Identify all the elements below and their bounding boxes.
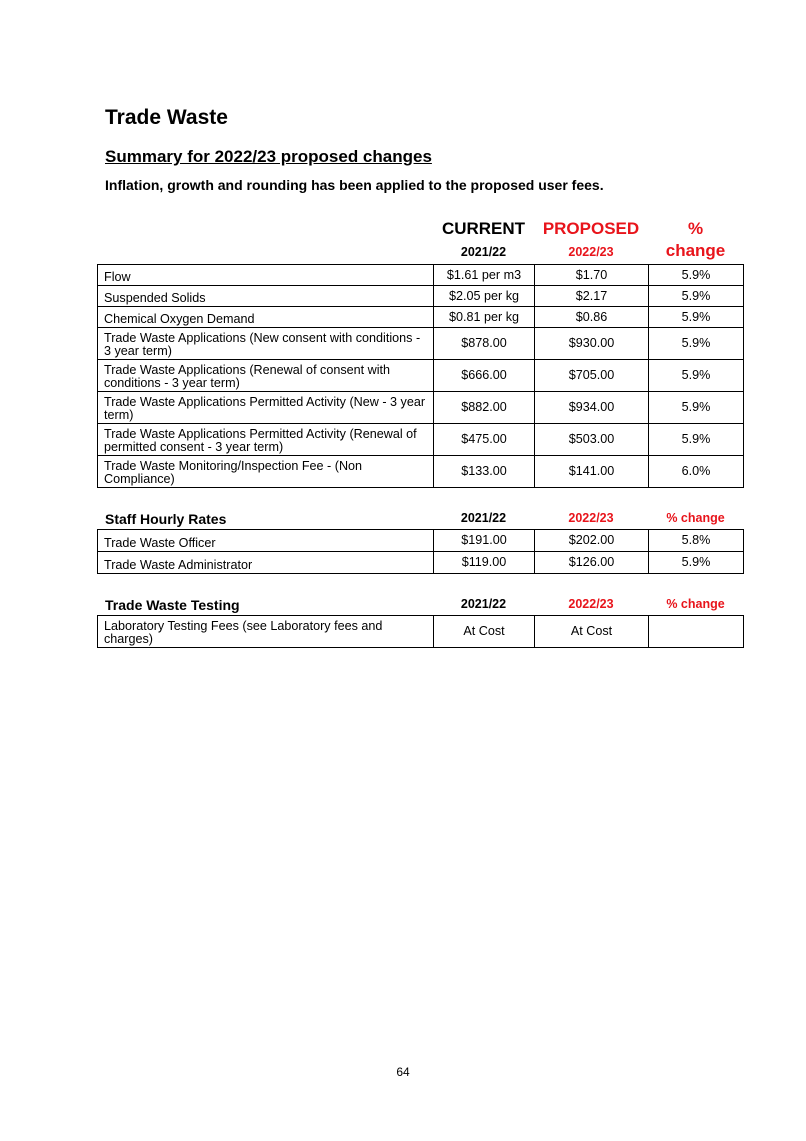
- table-row: [98, 552, 744, 574]
- header-percent: %: [687, 219, 704, 238]
- staff-header-current: 2021/22: [460, 511, 507, 525]
- header-current: CURRENT: [441, 219, 526, 238]
- proposed-cell: $705.00: [535, 360, 649, 392]
- item-cell: Trade Waste Applications (Renewal of consent with conditions - 3 year term): [98, 360, 434, 392]
- staff-header-change: % change: [666, 511, 725, 525]
- page-subtitle: Summary for 2022/23 proposed changes: [105, 147, 432, 166]
- fees-table: [97, 264, 744, 488]
- current-cell: $475.00: [434, 424, 535, 456]
- proposed-cell: $141.00: [535, 456, 649, 488]
- current-cell: $119.00: [434, 552, 535, 574]
- staff-header-proposed: 2022/23: [568, 511, 614, 525]
- change-cell: 5.9%: [649, 286, 744, 307]
- testing-header-current: 2021/22: [460, 597, 507, 611]
- proposed-cell: $934.00: [535, 392, 649, 424]
- current-cell: $2.05 per kg: [434, 286, 535, 307]
- change-cell: 5.9%: [649, 328, 744, 360]
- change-cell: 5.9%: [649, 307, 744, 328]
- change-cell: 5.9%: [649, 424, 744, 456]
- testing-table: [97, 615, 744, 648]
- page-number: 64: [396, 1065, 410, 1079]
- current-cell: $1.61 per m3: [434, 265, 535, 286]
- change-cell: 5.9%: [649, 265, 744, 286]
- page-title: Trade Waste: [105, 106, 228, 129]
- table-row: [98, 424, 744, 456]
- change-cell: 6.0%: [649, 456, 744, 488]
- item-cell: Trade Waste Administrator: [98, 552, 434, 574]
- table-row: [98, 616, 744, 648]
- item-cell: Trade Waste Applications Permitted Activity (Renewal of permitted consent - 3 year term): [98, 424, 434, 456]
- current-cell: $133.00: [434, 456, 535, 488]
- item-cell: Flow: [98, 265, 434, 286]
- current-cell: $666.00: [434, 360, 535, 392]
- table-row: [98, 328, 744, 360]
- proposed-cell: $1.70: [535, 265, 649, 286]
- header-year-proposed: 2022/23: [568, 245, 614, 259]
- table-row: [98, 530, 744, 552]
- item-cell: Suspended Solids: [98, 286, 434, 307]
- table-row: [98, 265, 744, 286]
- testing-header-proposed: 2022/23: [568, 597, 614, 611]
- proposed-cell: $126.00: [535, 552, 649, 574]
- header-proposed: PROPOSED: [542, 219, 640, 238]
- proposed-cell: $930.00: [535, 328, 649, 360]
- staff-table: [97, 529, 744, 574]
- proposed-cell: $503.00: [535, 424, 649, 456]
- change-cell: 5.9%: [649, 392, 744, 424]
- current-cell: $191.00: [434, 530, 535, 552]
- proposed-cell: At Cost: [535, 616, 649, 648]
- table-row: [98, 456, 744, 488]
- proposed-cell: $2.17: [535, 286, 649, 307]
- current-cell: At Cost: [434, 616, 535, 648]
- intro-note: Inflation, growth and rounding has been applied to the proposed user fees.: [105, 177, 604, 193]
- change-cell: 5.9%: [649, 360, 744, 392]
- change-cell: 5.8%: [649, 530, 744, 552]
- item-cell: Chemical Oxygen Demand: [98, 307, 434, 328]
- current-cell: $0.81 per kg: [434, 307, 535, 328]
- current-cell: $882.00: [434, 392, 535, 424]
- table-row: [98, 392, 744, 424]
- current-cell: $878.00: [434, 328, 535, 360]
- change-cell: [649, 616, 744, 648]
- testing-section-title: Trade Waste Testing: [105, 597, 240, 613]
- proposed-cell: $202.00: [535, 530, 649, 552]
- table-row: [98, 360, 744, 392]
- item-cell: Trade Waste Applications Permitted Activity (New - 3 year term): [98, 392, 434, 424]
- proposed-cell: $0.86: [535, 307, 649, 328]
- table-row: [98, 307, 744, 328]
- item-cell: Trade Waste Monitoring/Inspection Fee - (Non Compliance): [98, 456, 434, 488]
- staff-section-title: Staff Hourly Rates: [105, 511, 227, 527]
- header-year-current: 2021/22: [460, 245, 507, 259]
- testing-header-change: % change: [666, 597, 725, 611]
- change-cell: 5.9%: [649, 552, 744, 574]
- item-cell: Trade Waste Applications (New consent with conditions - 3 year term): [98, 328, 434, 360]
- item-cell: Trade Waste Officer: [98, 530, 434, 552]
- header-change: change: [665, 241, 726, 260]
- item-cell: Laboratory Testing Fees (see Laboratory fees and charges): [98, 616, 434, 648]
- table-row: [98, 286, 744, 307]
